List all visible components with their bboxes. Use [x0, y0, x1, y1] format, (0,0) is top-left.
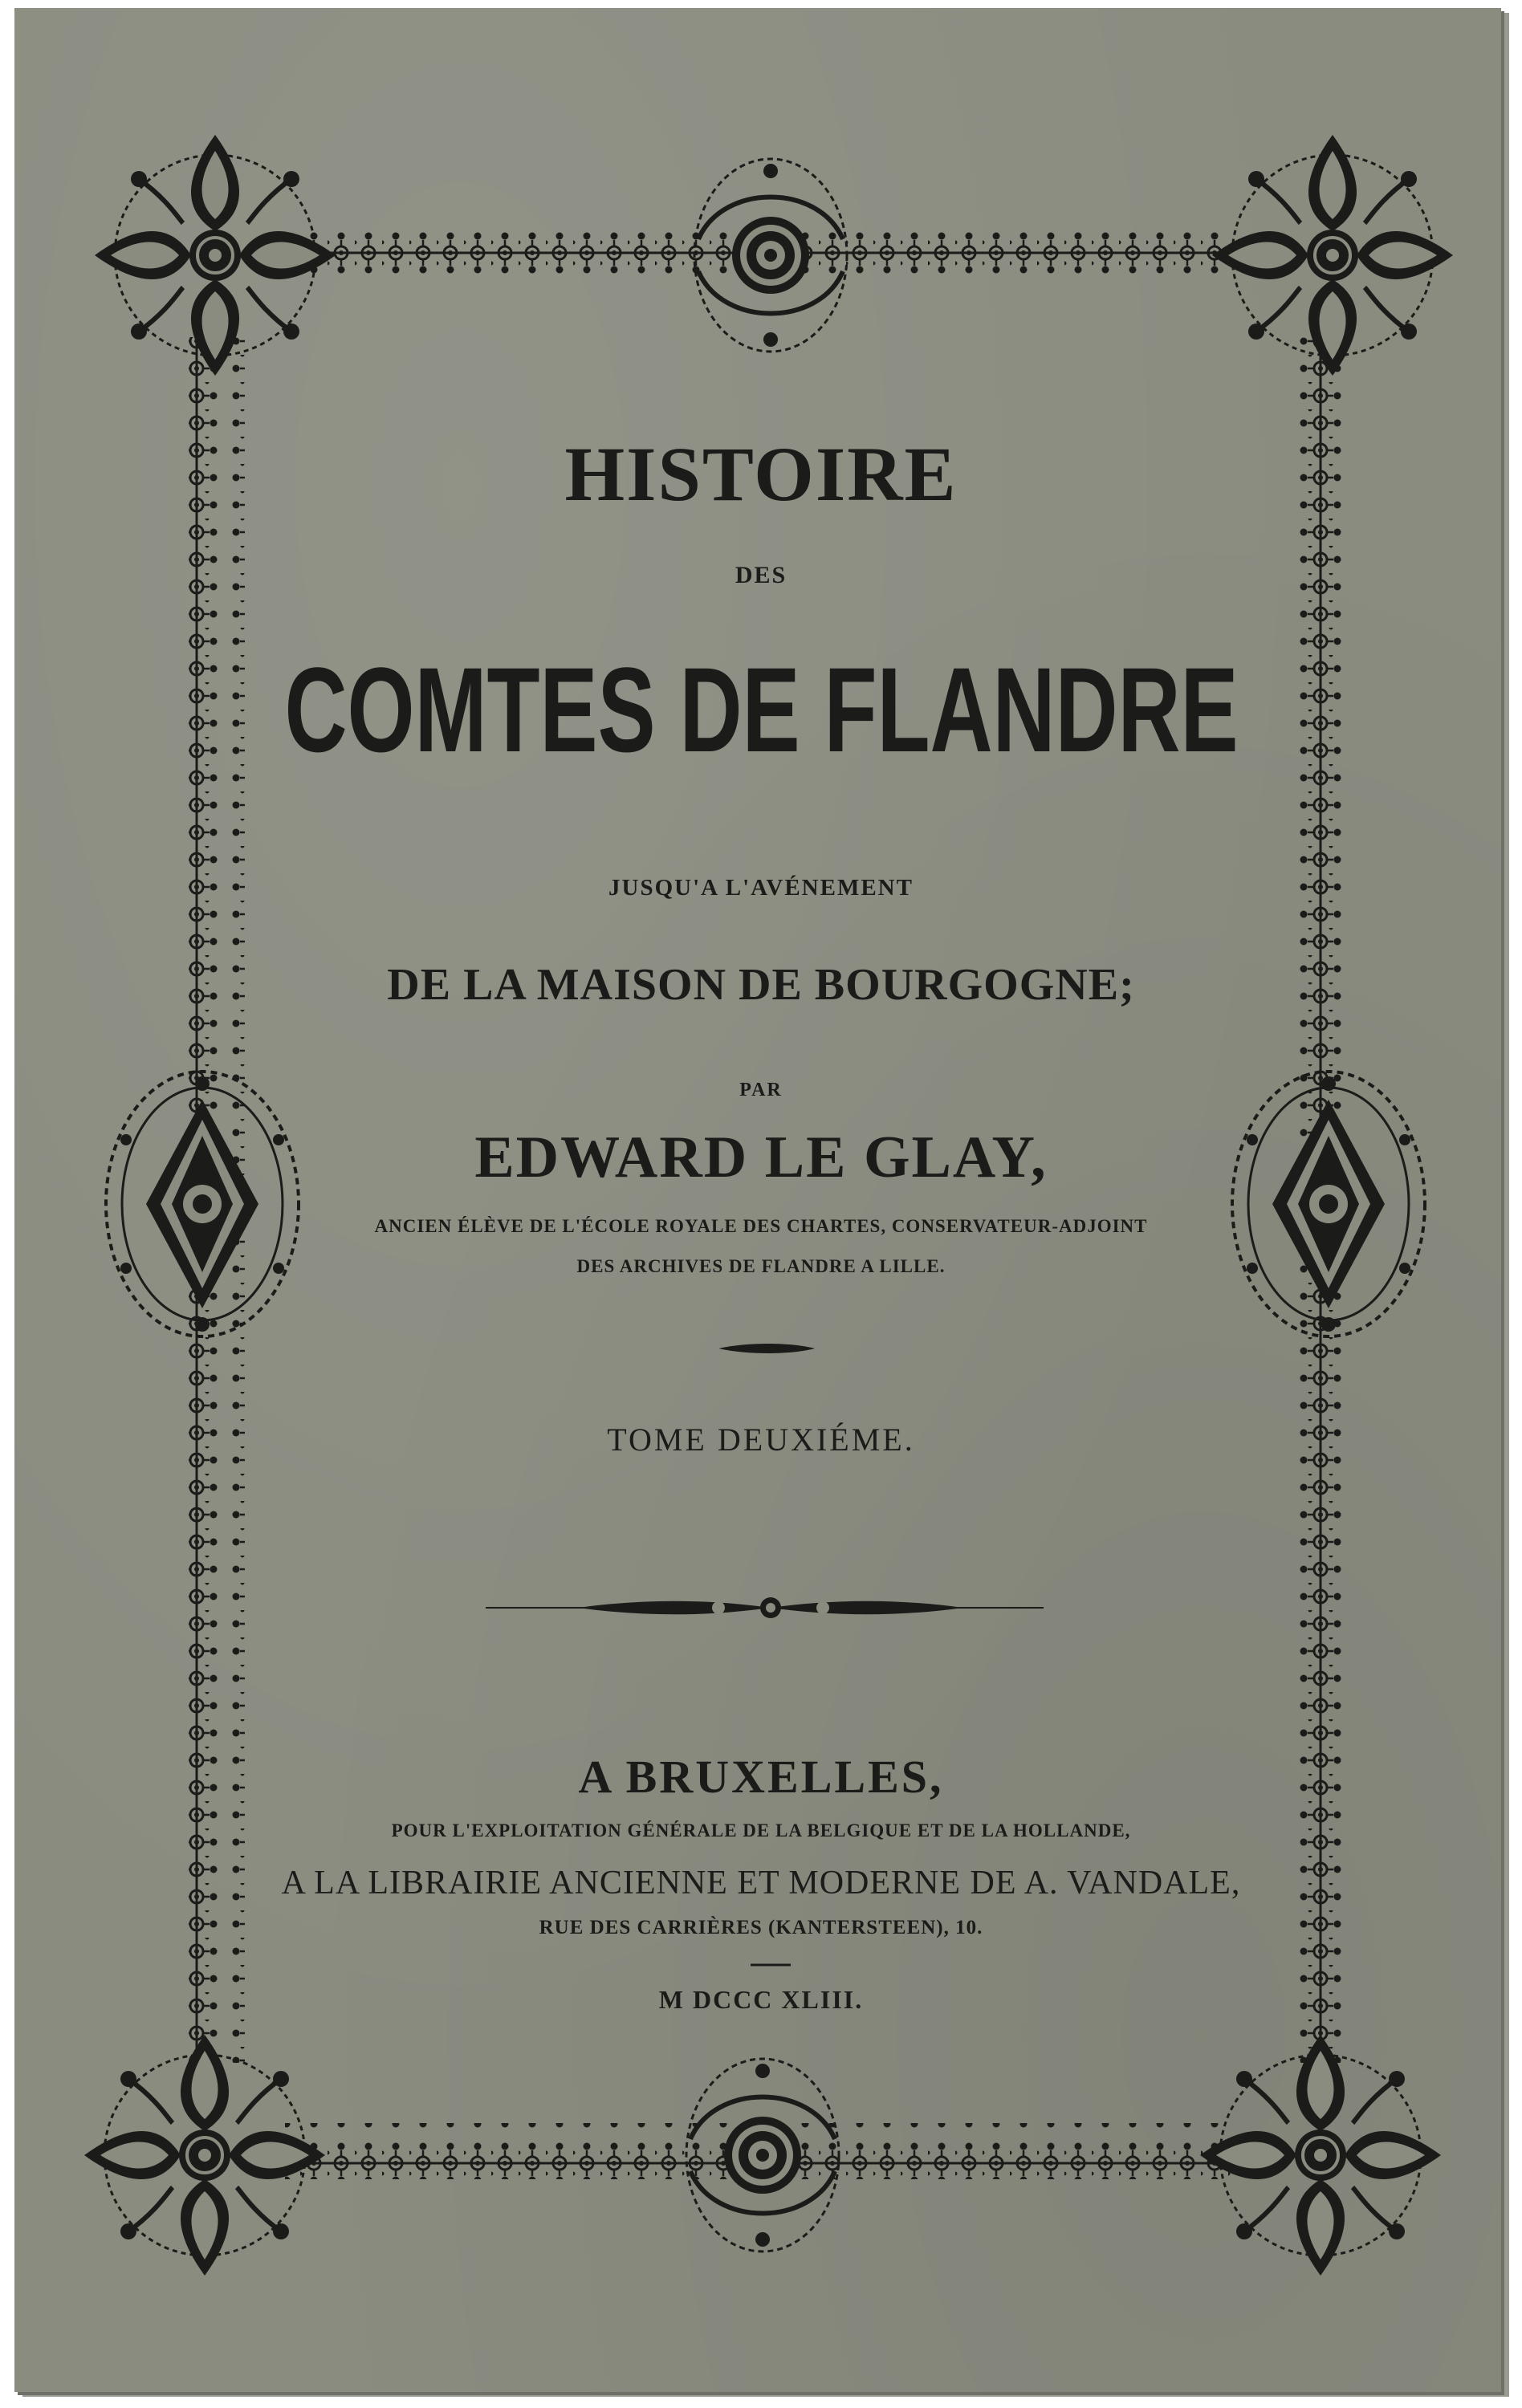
author-credentials-1: ANCIEN ÉLÈVE DE L'ÉCOLE ROYALE DES CHARTES, CONSERVATEUR-ADJOINT	[374, 1216, 1148, 1236]
diamond-ornament-left	[106, 1072, 299, 1336]
publication-year: M DCCC XLIII.	[658, 1985, 864, 2014]
author-credentials-2: DES ARCHIVES DE FLANDRE A LILLE.	[576, 1256, 946, 1276]
diamond-ornament-right	[1232, 1072, 1425, 1336]
subtitle-line-1: JUSQU'A L'AVÉNEMENT	[608, 875, 914, 901]
publisher-line-1: POUR L'EXPLOITATION GÉNÉRALE DE LA BELGIQUE ET DE LA HOLLANDE,	[391, 1820, 1131, 1841]
title-main: COMTES DE FLANDRE	[284, 642, 1239, 777]
title-des: DES	[735, 562, 787, 588]
corner-ornament-top-left	[95, 135, 336, 376]
by-label: PAR	[739, 1080, 783, 1100]
author-name: EDWARD LE GLAY,	[474, 1125, 1048, 1190]
publisher-line-2: A LA LIBRAIRIE ANCIENNE ET MODERNE DE A. VANDALE,	[281, 1865, 1241, 1902]
small-rule	[718, 1344, 815, 1353]
corner-ornament-bottom-left	[84, 2035, 325, 2276]
subtitle-line-2: DE LA MAISON DE BOURGOGNE;	[387, 960, 1135, 1010]
ornamental-rule	[486, 1597, 1044, 1618]
title-histoire: HISTOIRE	[564, 431, 958, 517]
corner-ornament-bottom-right	[1200, 2035, 1441, 2276]
volume-label: TOME DEUXIÉME.	[607, 1422, 915, 1458]
imprint-place: A BRUXELLES,	[578, 1751, 944, 1803]
publisher-address: RUE DES CARRIÈRES (KANTERSTEEN), 10.	[539, 1917, 983, 1938]
corner-ornament-top-right	[1212, 135, 1453, 376]
